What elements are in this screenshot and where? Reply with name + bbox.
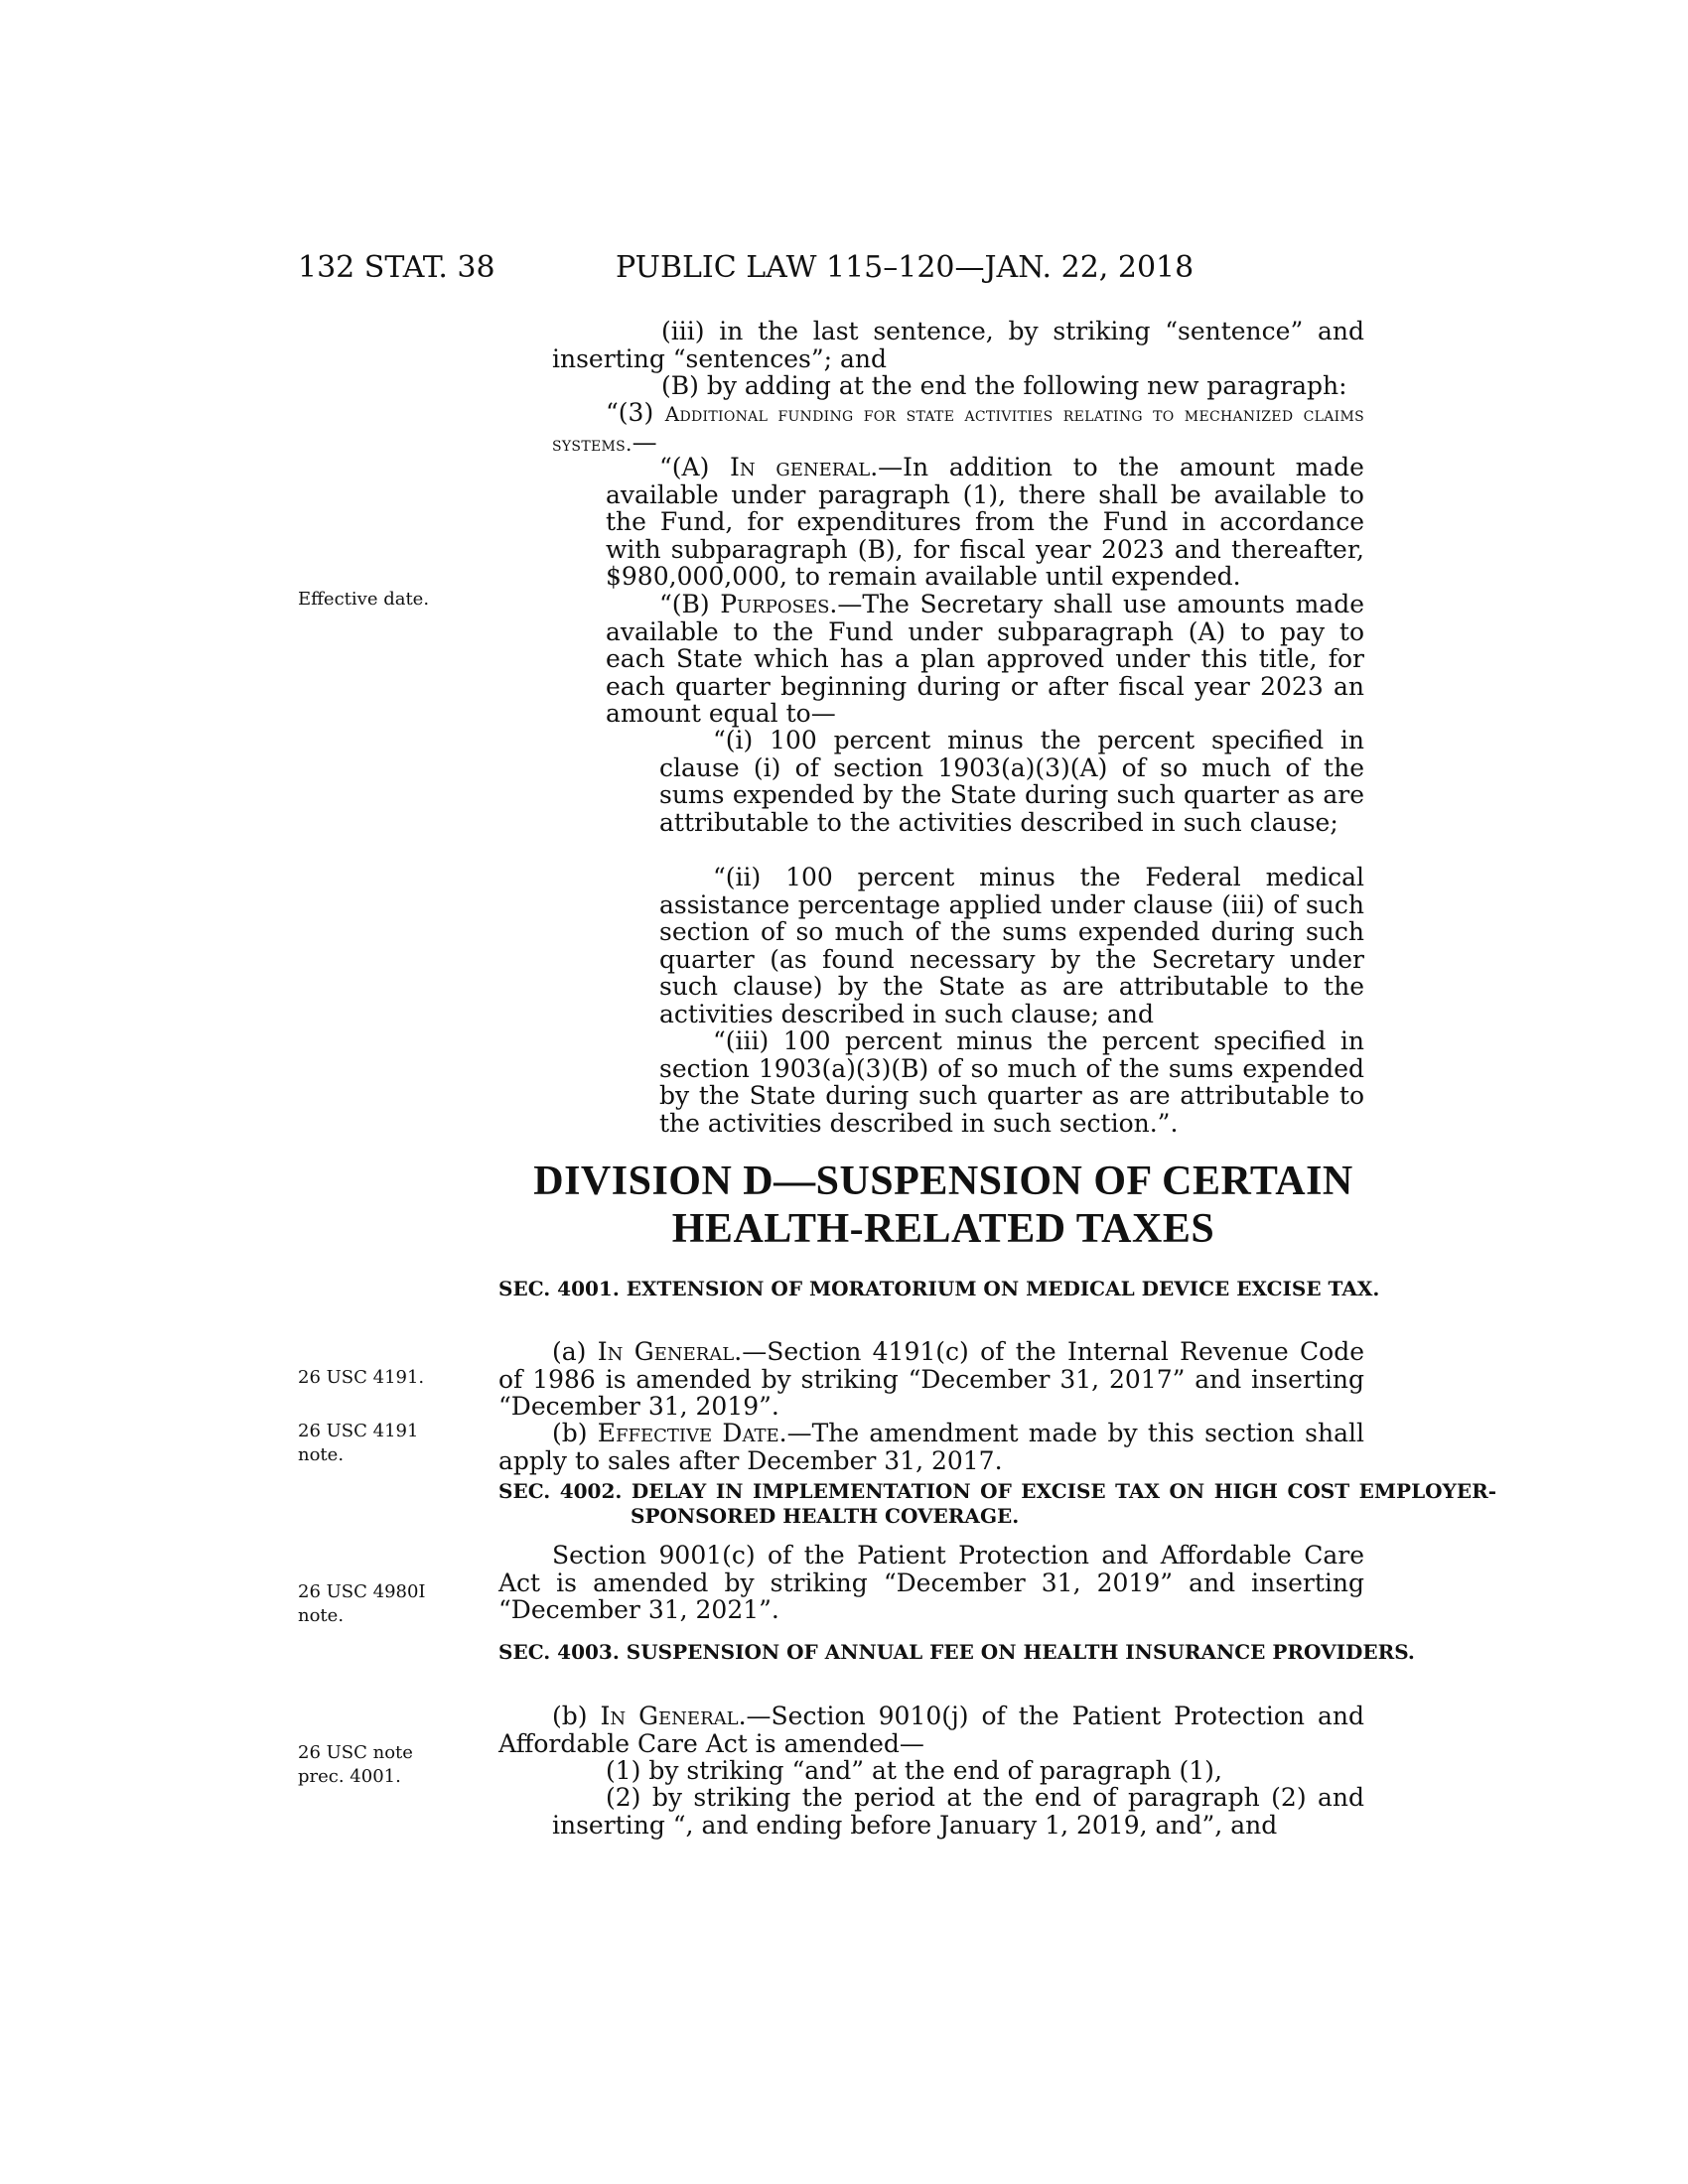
sec-4003-item-1: (1) by striking “and” at the end of paragraph (1),: [606, 1756, 1222, 1785]
margin-note-usc-prec-4001: 26 USC note prec. 4001.: [298, 1742, 413, 1787]
subparagraph-a-in-general: “(A) In general.—In addition to the amount made available under paragraph (1), there shall be available to the Fund, for expenditures from the Fund in accordance with subparagraph (B), for fiscal year 2023 and thereafter, $980,000,000, to remain available until expended.: [606, 453, 1364, 591]
page-stat-number: 132 STAT. 38: [298, 250, 495, 285]
sec-4002-body: Section 9001(c) of the Patient Protection and Affordable Care Act is amended by striking “December 31, 2019” and inserting “December 31, 2021”.: [498, 1541, 1364, 1624]
page-header-title: PUBLIC LAW 115–120—JAN. 22, 2018: [616, 250, 1195, 285]
margin-note-usc-4191-note: 26 USC 4191 note.: [298, 1421, 419, 1465]
division-heading-line-1: DIVISION D—SUSPENSION OF CERTAIN: [533, 1159, 1353, 1204]
sec-4003-heading: SEC. 4003. SUSPENSION OF ANNUAL FEE ON HEALTH INSURANCE PROVIDERS.: [498, 1640, 1415, 1664]
sec-4003-item-2: (2) by striking the period at the end of paragraph (2) and inserting “, and ending before January 1, 2019, and”, and: [552, 1783, 1364, 1840]
sec-4002-heading: SEC. 4002. DELAY IN IMPLEMENTATION OF EXCISE TAX ON HIGH COST EMPLOYER-SPONSORED HEALTH COVERAGE.: [498, 1479, 1496, 1528]
sec-4001-subsection-a: (a) In General.—Section 4191(c) of the Internal Revenue Code of 1986 is amended by striking “December 31, 2017” and inserting “December 31, 2019”.: [498, 1337, 1365, 1421]
sec-4001-subsection-b: (b) Effective Date.—The amendment made by this section shall apply to sales after December 31, 2017.: [498, 1419, 1364, 1475]
clause-iii-sentence: (iii) in the last sentence, by striking “sentence” and inserting “sentences”; and: [552, 317, 1364, 373]
margin-note-usc-4980i-note: 26 USC 4980I note.: [298, 1581, 426, 1626]
subparagraph-b-adding: (B) by adding at the end the following new paragraph:: [661, 371, 1347, 400]
clause-i: “(i) 100 percent minus the percent specified in clause (i) of section 1903(a)(3)(A) of so much of the sums expended by the State during such quarter as are attributable to the activities described in such clause;: [659, 726, 1364, 837]
margin-note-usc-4191: 26 USC 4191.: [298, 1367, 425, 1388]
paragraph-3-heading: “(3) Additional funding for state activities relating to mechanized claims systems.—: [552, 398, 1364, 457]
division-heading-line-2: HEALTH-RELATED TAXES: [671, 1206, 1215, 1252]
margin-note-effective-date: Effective date.: [298, 589, 430, 610]
clause-ii: “(ii) 100 percent minus the Federal medical assistance percentage applied under clause (iii) of such section of so much of the sums expended during such quarter (as found necessary by the Secretary under such clause) by the State as are attributable to the activities described in such clause; and: [659, 863, 1364, 1028]
division-heading: [496, 1158, 1390, 1253]
subparagraph-b-purposes: “(B) Purposes.—The Secretary shall use amounts made available to the Fund under subparagraph (A) to pay to each State which has a plan approved under this title, for each quarter beginning during or after fiscal year 2023 an amount equal to—: [606, 590, 1364, 728]
sec-4001-heading: SEC. 4001. EXTENSION OF MORATORIUM ON MEDICAL DEVICE EXCISE TAX.: [498, 1277, 1380, 1300]
clause-iii: “(iii) 100 percent minus the percent specified in section 1903(a)(3)(B) of so much of the sums expended by the State during such quarter as are attributable to the activities described in such section.”.: [659, 1026, 1364, 1138]
sec-4003-subsection-b: (b) In General.—Section 9010(j) of the Patient Protection and Affordable Care Act is amended—: [498, 1702, 1364, 1758]
